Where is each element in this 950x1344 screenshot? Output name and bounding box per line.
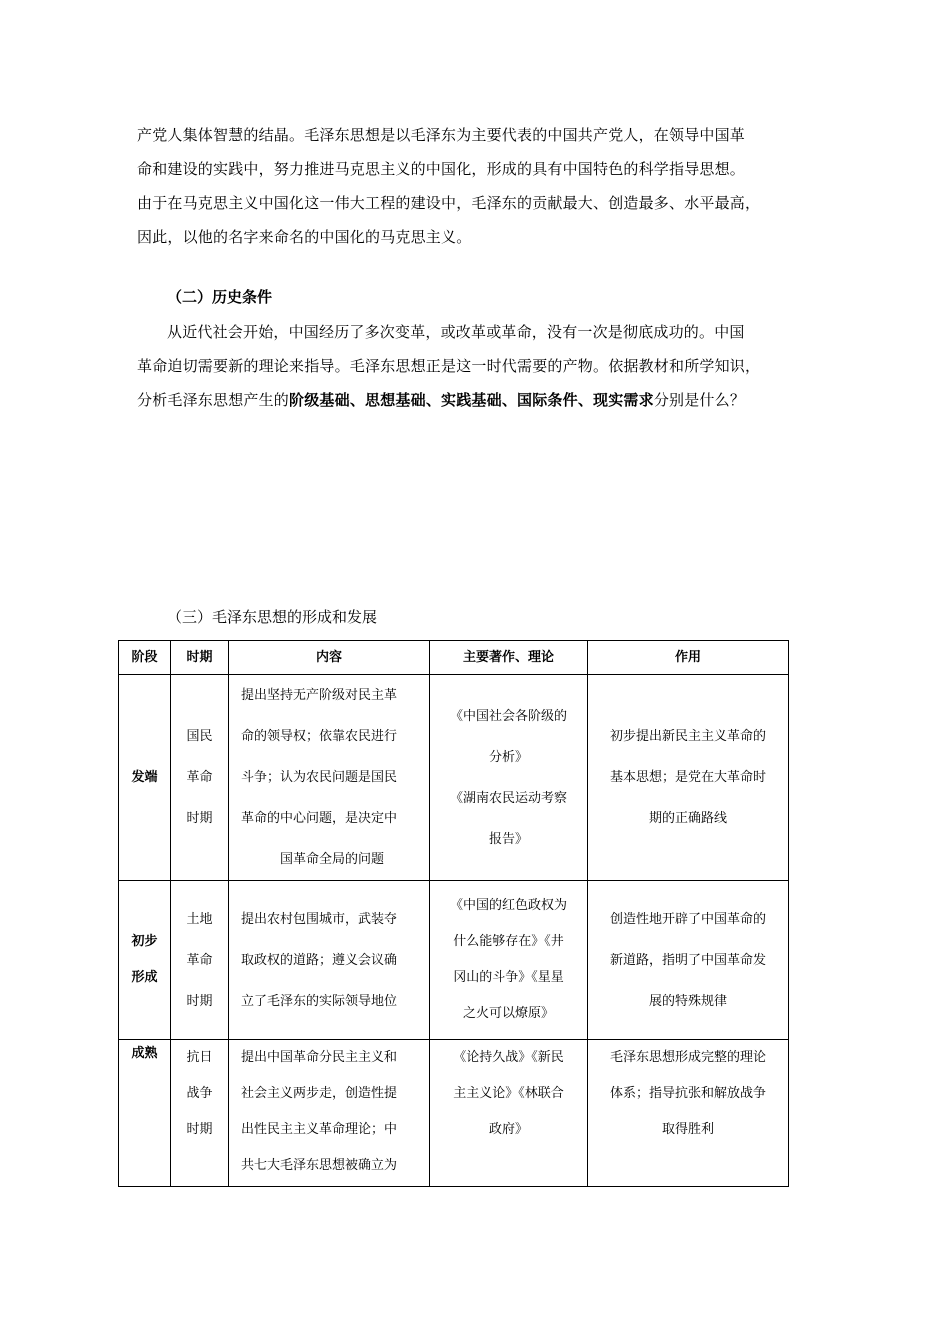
stage-cell [119, 1040, 171, 1187]
cell-line: 国革命全局的问题 [279, 852, 384, 867]
cell-line: 国民 [186, 729, 213, 744]
table-row [119, 1040, 789, 1187]
history-line: 革命迫切需要新的理论来指导。毛泽东思想正是这一时代需要的产物。依据教材和所学知识， [137, 357, 761, 375]
cell-line: 战争 [186, 1086, 213, 1101]
cell-line: 之火可以燎原》 [462, 1006, 554, 1021]
works-cell [430, 1040, 588, 1187]
content-cell [229, 675, 430, 881]
cell-line: 时期 [186, 993, 213, 1009]
cell-line: 发端 [131, 770, 158, 785]
cell-line: 时期 [186, 1122, 213, 1137]
cell-line: 冈山的斗争》《星星 [453, 970, 564, 985]
period-cell [171, 675, 229, 881]
cell-line: 毛泽东思想形成完整的理论 [609, 1050, 766, 1065]
cell-line: 体系；指导抗张和解放战争 [609, 1086, 766, 1101]
cell-line: 展的特殊规律 [648, 993, 727, 1009]
cell-line: 取得胜利 [661, 1122, 714, 1137]
role-cell [588, 881, 789, 1040]
header-content: 内容 [229, 641, 430, 675]
period-cell [171, 881, 229, 1040]
cell-line: 革命 [186, 952, 213, 968]
cell-line: 初步 [131, 934, 158, 949]
cell-line: 报告》 [488, 831, 528, 847]
cell-line: 创造性地开辟了中国革命的 [609, 911, 766, 927]
cell-line: 政府》 [488, 1122, 528, 1137]
works-cell [430, 881, 588, 1040]
cell-line: 《中国的红色政权为 [449, 898, 567, 913]
role-cell [588, 675, 789, 881]
intro-line: 因此，以他的名字来命名的中国化的马克思主义。 [137, 228, 472, 246]
period-cell [171, 1040, 229, 1187]
section-heading-formation: （三）毛泽东思想的形成和发展 [167, 608, 378, 626]
cell-line: 共七大毛泽东思想被确立为 [241, 1158, 398, 1173]
cell-line: 什么能够存在》《井 [453, 934, 564, 949]
question-bold-terms: 阶级基础、思想基础、实践基础、国际条件、现实需求 [289, 391, 654, 409]
header-period: 时期 [171, 641, 229, 675]
cell-line: 出性民主主义革命理论；中 [241, 1122, 398, 1137]
section-heading-history: （二）历史条件 [167, 288, 273, 306]
intro-paragraph [137, 118, 827, 254]
works-cell [430, 675, 588, 881]
intro-line: 产党人集体智慧的结晶。毛泽东思想是以毛泽东为主要代表的中国共产党人，在领导中国革 [137, 126, 746, 144]
content-cell [229, 881, 430, 1040]
cell-line: 成熟 [131, 1046, 158, 1061]
cell-line: 初步提出新民主主义革命的 [609, 729, 766, 744]
cell-line: 斗争；认为农民问题是国民 [241, 770, 398, 785]
cell-line: 形成 [131, 970, 158, 985]
formation-table [118, 640, 789, 1187]
question-suffix: 分别是什么？ [653, 391, 746, 409]
cell-line: 革命的中心问题，是决定中 [241, 811, 398, 826]
stage-cell [119, 881, 171, 1040]
history-line: 从近代社会开始，中国经历了多次变革，或改革或革命，没有一次是彻底成功的。中国 [167, 323, 745, 341]
cell-line: 《中国社会各阶级的 [449, 708, 567, 724]
cell-line: 提出农村包围城市，武装夺 [241, 911, 398, 927]
cell-line: 期的正确路线 [648, 811, 727, 826]
table-header-row [119, 641, 789, 675]
header-stage: 阶段 [119, 641, 171, 675]
cell-line: 基本思想；是党在大革命时 [609, 770, 766, 785]
cell-line: 分析》 [488, 749, 528, 765]
cell-line: 土地 [186, 911, 213, 927]
intro-line: 由于在马克思主义中国化这一伟大工程的建设中，毛泽东的贡献最大、创造最多、水平最高， [137, 194, 761, 212]
intro-line: 命和建设的实践中，努力推进马克思主义的中国化，形成的具有中国特色的科学指导思想。 [137, 160, 746, 178]
question-prefix: 分析毛泽东思想产生的 [137, 391, 290, 409]
history-question [137, 383, 827, 417]
history-paragraph [137, 315, 827, 417]
cell-line: 时期 [186, 811, 213, 826]
cell-line: 提出坚持无产阶级对民主革 [241, 688, 398, 703]
content-cell [229, 1040, 430, 1187]
cell-line: 革命 [186, 770, 213, 785]
cell-line: 提出中国革命分民主主义和 [241, 1050, 398, 1065]
cell-line: 《论持久战》《新民 [453, 1050, 564, 1065]
header-role: 作用 [588, 641, 789, 675]
table-row [119, 675, 789, 881]
cell-line: 立了毛泽东的实际领导地位 [241, 993, 398, 1009]
cell-line: 《湖南农民运动考察 [449, 790, 567, 806]
table-row [119, 881, 789, 1040]
header-works: 主要著作、理论 [430, 641, 588, 675]
stage-cell [119, 675, 171, 881]
cell-line: 命的领导权；依靠农民进行 [241, 729, 398, 744]
cell-line: 抗日 [186, 1050, 213, 1065]
cell-line: 新道路，指明了中国革命发 [609, 952, 766, 968]
cell-line: 社会主义两步走，创造性提 [241, 1086, 398, 1101]
role-cell [588, 1040, 789, 1187]
cell-line: 取政权的道路；遵义会议确 [241, 952, 398, 968]
cell-line: 主主义论》《林联合 [453, 1086, 564, 1101]
